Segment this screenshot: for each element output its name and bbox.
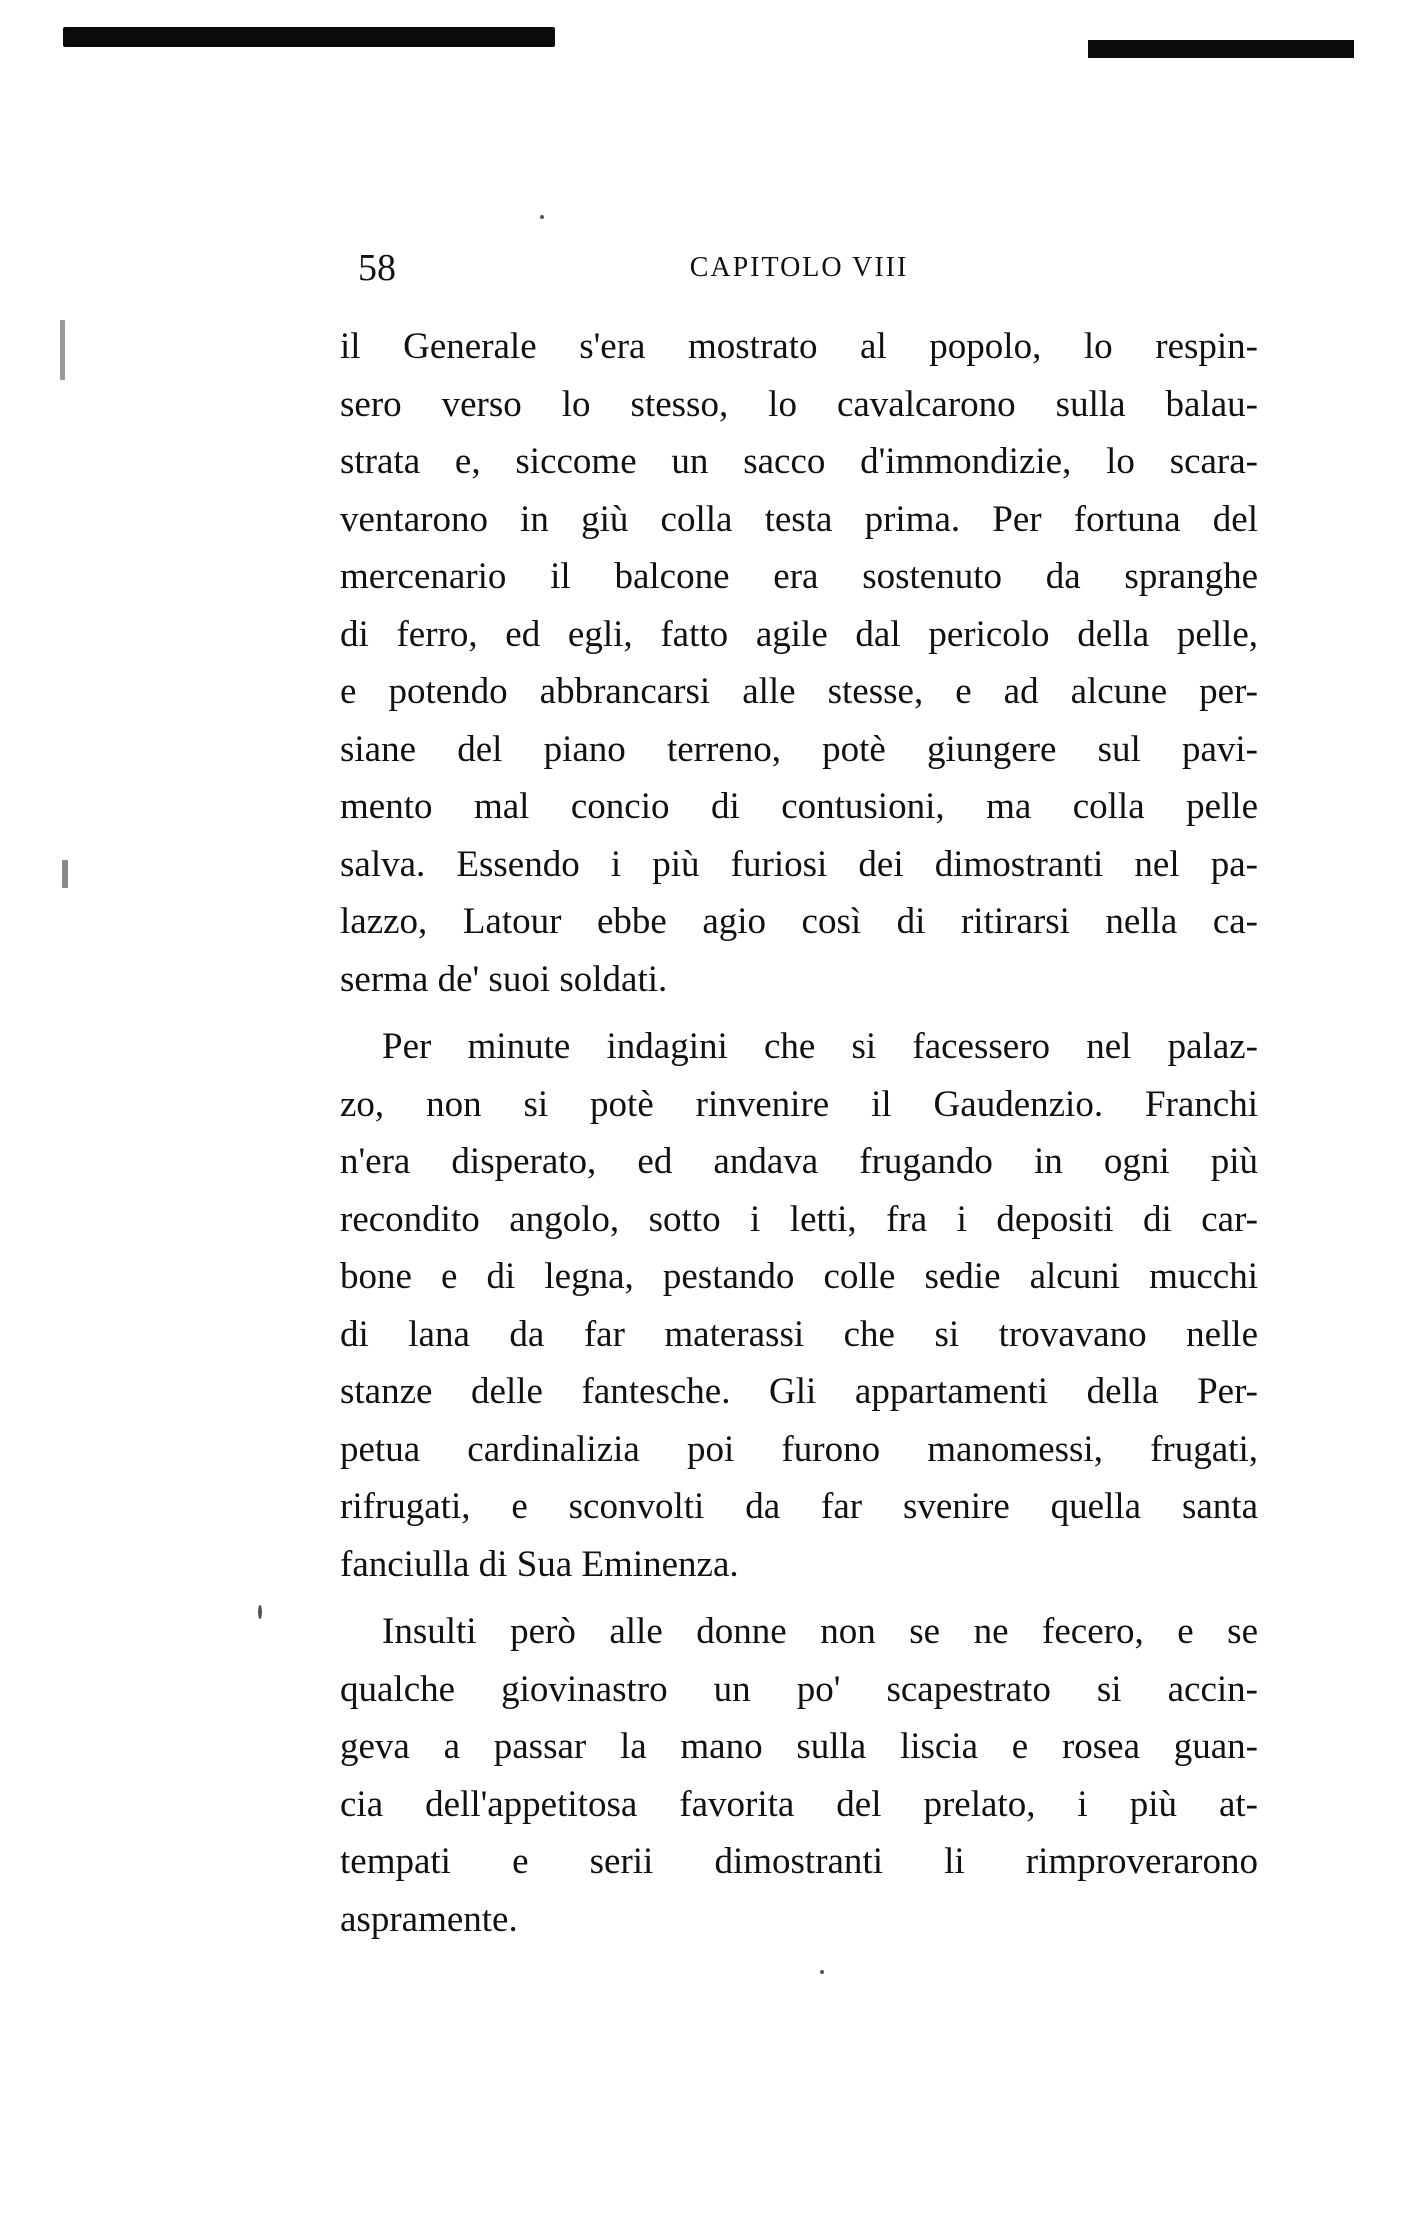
text-line: petua cardinalizia poi furono manomessi, frugati, <box>340 1428 1258 1470</box>
text-line: siane del piano terreno, potè giungere sul pavi- <box>340 728 1258 770</box>
text-line: di ferro, ed egli, fatto agile dal pericolo della pelle, <box>340 613 1258 655</box>
chapter-title: CAPITOLO VIII <box>689 252 909 283</box>
scan-speck <box>60 320 65 380</box>
text-line: lazzo, Latour ebbe agio così di ritirarsi nella ca- <box>340 901 1258 942</box>
scan-speck <box>540 215 544 219</box>
text-line: zo, non si potè rinvenire il Gaudenzio. Franchi <box>340 1083 1258 1125</box>
scan-artifact-bar-left <box>63 27 555 47</box>
text-line: Per minute indagini che si facessero nel palaz- <box>382 1026 1258 1067</box>
text-line: sero verso lo stesso, lo cavalcarono sulla balau- <box>340 383 1258 425</box>
text-line: salva. Essendo i più furiosi dei dimostranti nel pa- <box>340 843 1258 885</box>
text-line: stanze delle fantesche. Gli appartamenti della Per- <box>340 1371 1258 1412</box>
text-line: cia dell'appetitosa favorita del prelato, i più at- <box>340 1783 1258 1825</box>
paragraph <box>340 1018 1258 1593</box>
text-line: qualche giovinastro un po' scapestrato si accin- <box>340 1668 1258 1710</box>
text-line: e potendo abbrancarsi alle stesse, e ad alcune per- <box>340 671 1258 712</box>
scan-speck <box>258 1605 262 1619</box>
text-line: mento mal concio di contusioni, ma colla pelle <box>340 786 1258 827</box>
running-header <box>340 246 1258 290</box>
text-line: il Generale s'era mostrato al popolo, lo respin- <box>340 326 1258 367</box>
text-line: tempati e serii dimostranti li rimproverarono <box>340 1841 1258 1882</box>
scan-speck <box>62 860 68 888</box>
text-line: serma de' suoi soldati. <box>340 958 668 1000</box>
text-line: ventarono in giù colla testa prima. Per fortuna del <box>340 498 1258 540</box>
paragraph <box>340 318 1258 1008</box>
text-line: strata e, siccome un sacco d'immondizie, lo scara- <box>340 441 1258 482</box>
page-number: 58 <box>358 247 396 289</box>
text-line: rifrugati, e sconvolti da far svenire quella santa <box>340 1486 1258 1527</box>
text-line: di lana da far materassi che si trovavano nelle <box>340 1313 1258 1355</box>
scan-speck <box>820 1970 824 1974</box>
text-line: recondito angolo, sotto i letti, fra i depositi di car- <box>340 1198 1258 1240</box>
page-body <box>340 318 1258 1948</box>
text-line: fanciulla di Sua Eminenza. <box>340 1543 739 1585</box>
text-line: bone e di legna, pestando colle sedie alcuni mucchi <box>340 1256 1258 1297</box>
scan-artifact-bar-right <box>1088 40 1354 58</box>
text-line: geva a passar la mano sulla liscia e rosea guan- <box>340 1726 1258 1767</box>
text-line: n'era disperato, ed andava frugando in ogni più <box>340 1141 1258 1182</box>
text-line: aspramente. <box>340 1898 518 1940</box>
paragraph <box>340 1603 1258 1948</box>
text-line: Insulti però alle donne non se ne fecero, e se <box>382 1611 1258 1652</box>
text-line: mercenario il balcone era sostenuto da spranghe <box>340 556 1258 597</box>
